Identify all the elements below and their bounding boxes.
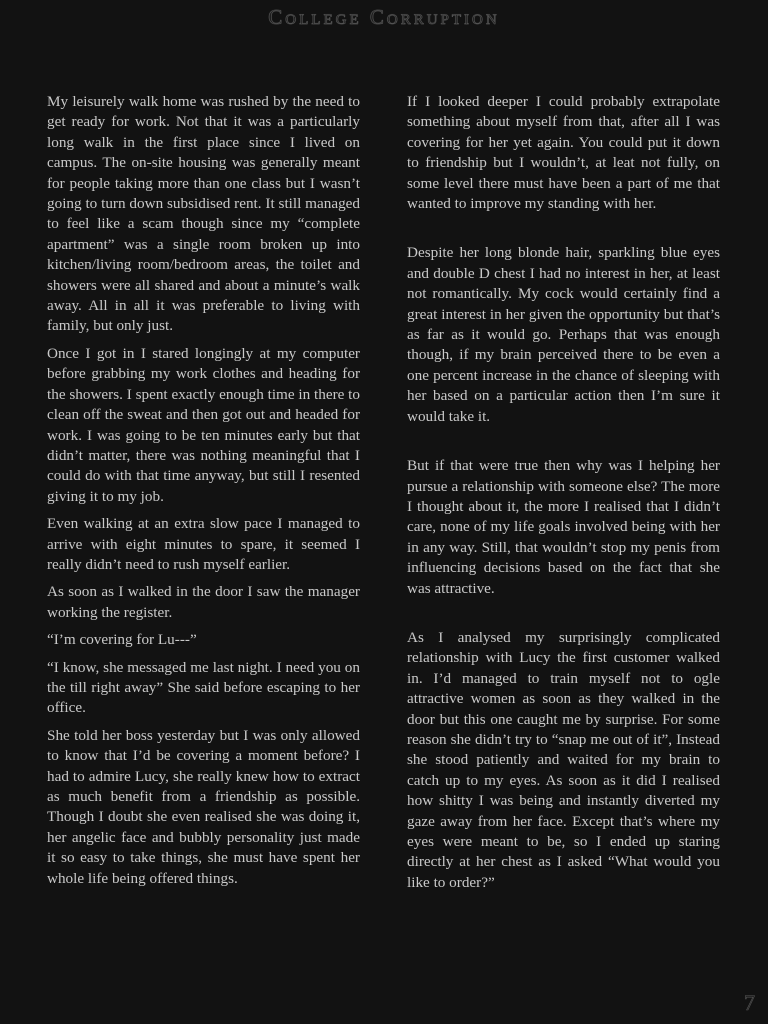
left-text-column bbox=[47, 92, 360, 896]
page-number: 7 bbox=[744, 990, 755, 1015]
right-text-column bbox=[407, 92, 720, 922]
paragraph: Even walking at an extra slow pace I managed to arrive with eight minutes to spare, it seemed I really didn’t need to rush myself earlier. bbox=[47, 515, 360, 573]
paragraph: If I looked deeper I could probably extrapolate something about myself from that, after all I was covering for her yet again. You could put it down to friendship but I wouldn’t, at leat not fully, on some level there must have been a part of me that wanted to improve my standing with her. bbox=[407, 93, 720, 213]
paragraph: As soon as I walked in the door I saw the manager working the register. bbox=[47, 583, 360, 621]
book-title-header: College Corruption bbox=[268, 5, 500, 29]
paragraph: Despite her long blonde hair, sparkling blue eyes and double D chest I had no interest in her, at least not romantically. My cock would certainly find a great interest in her given the opportunity but that’s as far as it would go. Perhaps that was enough though, if my brain perceived there to be even a one percent increase in the chance of sleeping with her based on a particular action then I’m sure it would take it. bbox=[407, 244, 720, 425]
paragraph: As I analysed my surprisingly complicated relationship with Lucy the first customer walked in. I’d managed to train myself not to ogle attractive women as soon as they walked in the door but this one caught me by surprise. For some reason she didn’t try to “snap me out of it”, Instead she stood patiently and waited for my brain to catch up to my eyes. As soon as it did I realised how shitty I was being and instantly diverted my gaze away from her face. Except that’s where my eyes were meant to be, so I ended up staring directly at her chest as I asked “What would you like to order?” bbox=[407, 628, 720, 891]
paragraph: Once I got in I stared longingly at my computer before grabbing my work clothes and heading for the showers. I spent exactly enough time in there to clean off the sweat and then got out and headed for work. I was going to be ten minutes early but that didn’t matter, there was nothing meaningful that I could do with that time anyway, but still I resented giving it to my job. bbox=[47, 344, 360, 505]
paragraph: “I’m covering for Lu---” bbox=[47, 631, 197, 649]
paragraph: She told her boss yesterday but I was only allowed to know that I’d be covering a moment before? I had to admire Lucy, she really knew how to extract as much benefit from a friendship as possible. Though I doubt she even realised she was doing it, her angelic face and bubbly personality just made it so easy to take things, she must have spent her whole life being offered things. bbox=[47, 726, 360, 887]
paragraph: “I know, she messaged me last night. I need you on the till right away” She said before escaping to her office. bbox=[47, 658, 360, 717]
paragraph: But if that were true then why was I helping her pursue a relationship with someone else? The more I thought about it, the more I realised that I didn’t care, none of my life goals involved being with her in any way. Still, that wouldn’t stop my penis from influencing decisions based on the fact that she was attractive. bbox=[407, 457, 720, 597]
paragraph: My leisurely walk home was rushed by the need to get ready for work. Not that it was a particularly long walk in the first place since I lived on campus. The on-site housing was generally meant for people taking more than one class but I wasn’t going to turn down subsidised rent. It still managed to feel like a scam though since my “complete apartment” was a single room broken up into kitchen/living room/bedroom areas, the toilet and showers were all shared and about a minute’s walk away. All in all it was preferable to living with family, but only just. bbox=[47, 93, 360, 335]
